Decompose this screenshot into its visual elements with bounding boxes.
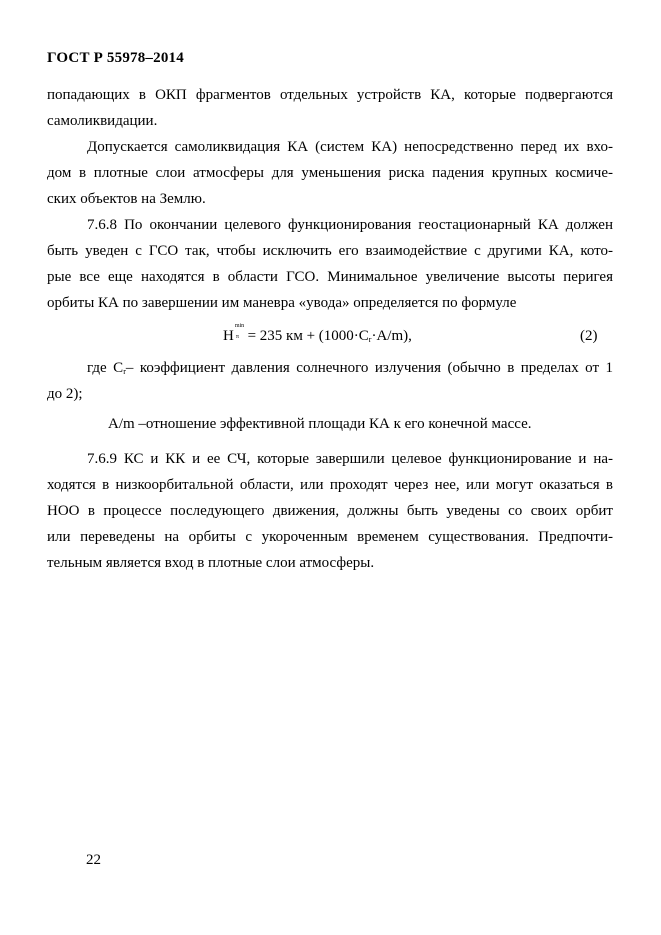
formula-superscript: min	[234, 323, 245, 329]
formula-expr-right: ·A/m),	[371, 328, 412, 344]
text-line: быть уведен с ГСО так, чтобы исключить его взаимодействие с другими КА, кото-	[47, 243, 613, 259]
document-header: ГОСТ Р 55978–2014	[47, 50, 184, 66]
text-line: дом в плотные слои атмосферы для уменьшения риска падения крупных космиче-	[47, 165, 613, 181]
formula-expression	[223, 323, 412, 353]
text-line: или переведены на орбиты с укороченным временем существования. Предпочти-	[47, 529, 613, 545]
paragraph-continuation	[47, 82, 613, 134]
text-line: ходятся в низкоорбитальной области, или проходят через нее, или могут оказаться в	[47, 477, 613, 493]
where-definition: – коэффициент давления солнечного излучения (обычно в пределах от 1	[125, 360, 614, 376]
text-line: рые все еще находятся в области ГСО. Минимальное увеличение высоты перигея	[47, 269, 613, 285]
paragraph-self-destruct	[47, 134, 613, 212]
formula-symbol: H	[223, 328, 234, 344]
text-line: попадающих в ОКП фрагментов отдельных устройств КА, которые подвергаются	[47, 87, 613, 103]
text-line	[47, 355, 613, 381]
text-line: НОО в процессе последующего движения, должны быть уведены со своих орбит	[47, 503, 613, 519]
formula-expr-left: = 235 км + (1000·C	[243, 328, 369, 344]
formula-2	[0, 323, 661, 349]
formula-indices	[234, 323, 245, 340]
text-line: A/m –отношение эффективной площади КА к его конечной массе.	[108, 416, 532, 432]
paragraph-where	[47, 355, 613, 407]
text-line: тельным является вход в плотные слои атмосферы.	[47, 555, 375, 571]
text-line: самоликвидации.	[47, 113, 158, 129]
text-line: Допускается самоликвидация КА (систем КА) непосредственно перед их вхо-	[87, 139, 613, 155]
where-prefix-subscript: r	[123, 367, 126, 376]
formula-number: (2)	[580, 328, 598, 344]
text-line: ских объектов на Землю.	[47, 191, 206, 207]
text-line: 7.6.9 КС и КК и ее СЧ, которые завершили целевое функционирование и на-	[87, 451, 613, 467]
formula-subscript: π	[235, 334, 239, 340]
where-prefix: где C	[87, 360, 124, 376]
page-number: 22	[86, 852, 101, 868]
paragraph-am-definition	[108, 411, 613, 437]
text-line: орбиты КА по завершении им маневра «увода» определяется по формуле	[47, 295, 517, 311]
formula-expr-subscript: r	[368, 335, 372, 344]
paragraph-7-6-9	[47, 446, 613, 576]
paragraph-7-6-8	[47, 212, 613, 316]
text-line: 7.6.8 По окончании целевого функционирования геостационарный КА должен	[87, 217, 613, 233]
text-line: до 2);	[47, 386, 83, 402]
